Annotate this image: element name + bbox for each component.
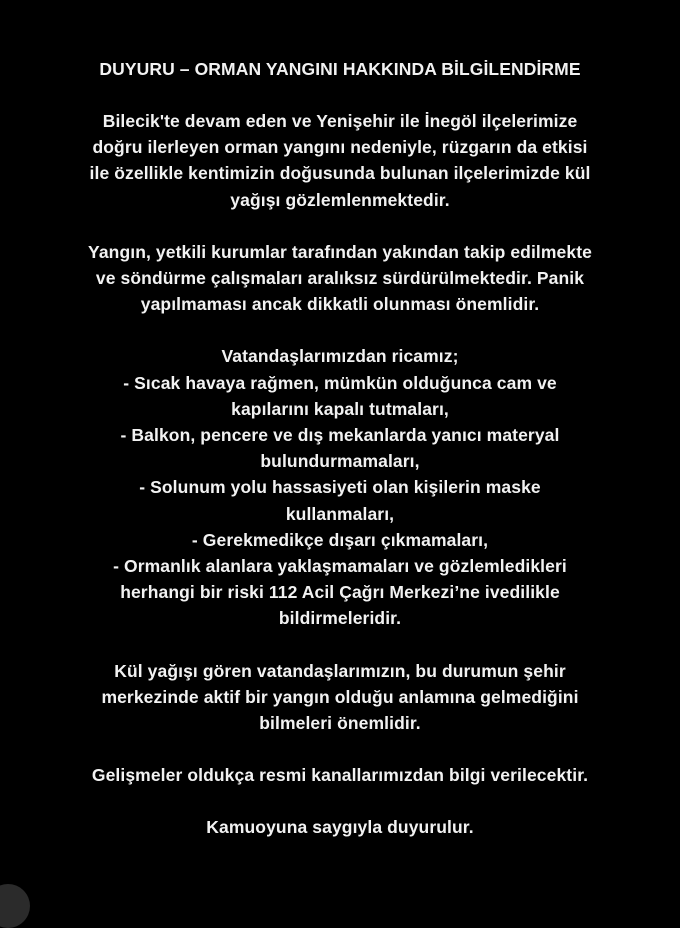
paragraph-requests-list <box>40 343 640 631</box>
paragraph-city-center <box>40 658 640 737</box>
request-item-continued: herhangi bir riski 112 Acil Çağrı Merkezi’ne ivedilikle <box>120 582 560 603</box>
request-item-continued: kullanmaları, <box>285 503 395 524</box>
paragraph-line: Yangın, yetkili kurumlar tarafından yakından takip edilmekte <box>88 241 592 262</box>
paragraph-updates <box>40 762 640 788</box>
request-item-continued: kapılarını kapalı tutmaları, <box>231 398 449 419</box>
announcement-title: DUYURU – ORMAN YANGINI HAKKINDA BİLGİLENDİRME <box>99 59 581 79</box>
request-item-continued: bildirmeleridir. <box>278 608 402 629</box>
paragraph-line: bilmeleri önemlidir. <box>259 713 421 734</box>
paragraph-line: ve söndürme çalışmaları aralıksız sürdürülmektedir. Panik <box>95 268 585 289</box>
paragraph-line: yağışı gözlemlenmektedir. <box>230 189 450 210</box>
paragraph-line: merkezinde aktif bir yangın olduğu anlamına gelmediğini <box>101 686 579 707</box>
request-item: - Ormanlık alanlara yaklaşmamaları ve gözlemledikleri <box>113 556 567 577</box>
closing-line <box>40 814 640 840</box>
request-item: - Balkon, pencere ve dış mekanlarda yanıcı materyal <box>120 425 560 446</box>
paragraph-line: Bilecik'te devam eden ve Yenişehir ile İnegöl ilçelerimize <box>102 111 578 131</box>
paragraph-line: Kül yağışı gören vatandaşlarımızın, bu durumun şehir <box>114 660 566 681</box>
paragraph-line: Kamuoyuna saygıyla duyurulur. <box>206 817 474 838</box>
paragraph-line: yapılmaması ancak dikkatli olunması önemlidir. <box>140 294 540 315</box>
request-item: - Solunum yolu hassasiyeti olan kişilerin maske <box>139 477 541 498</box>
paragraph-line: ile özellikle kentimizin doğusunda bulunan ilçelerimizde kül <box>89 163 591 184</box>
paragraph-line: doğru ilerleyen orman yangını nedeniyle, rüzgarın da etkisi <box>92 137 588 158</box>
paragraph-firefighting <box>40 239 640 318</box>
request-item: - Sıcak havaya rağmen, mümkün olduğunca cam ve <box>123 372 557 393</box>
requests-intro: Vatandaşlarımızdan ricamız; <box>221 346 459 367</box>
request-item: - Gerekmedikçe dışarı çıkmamaları, <box>191 529 489 550</box>
paragraph-ash-fall <box>40 108 640 213</box>
paragraph-line: Gelişmeler oldukça resmi kanallarımızdan bilgi verilecektir. <box>91 765 589 786</box>
request-item-continued: bulundurmamaları, <box>260 451 420 472</box>
